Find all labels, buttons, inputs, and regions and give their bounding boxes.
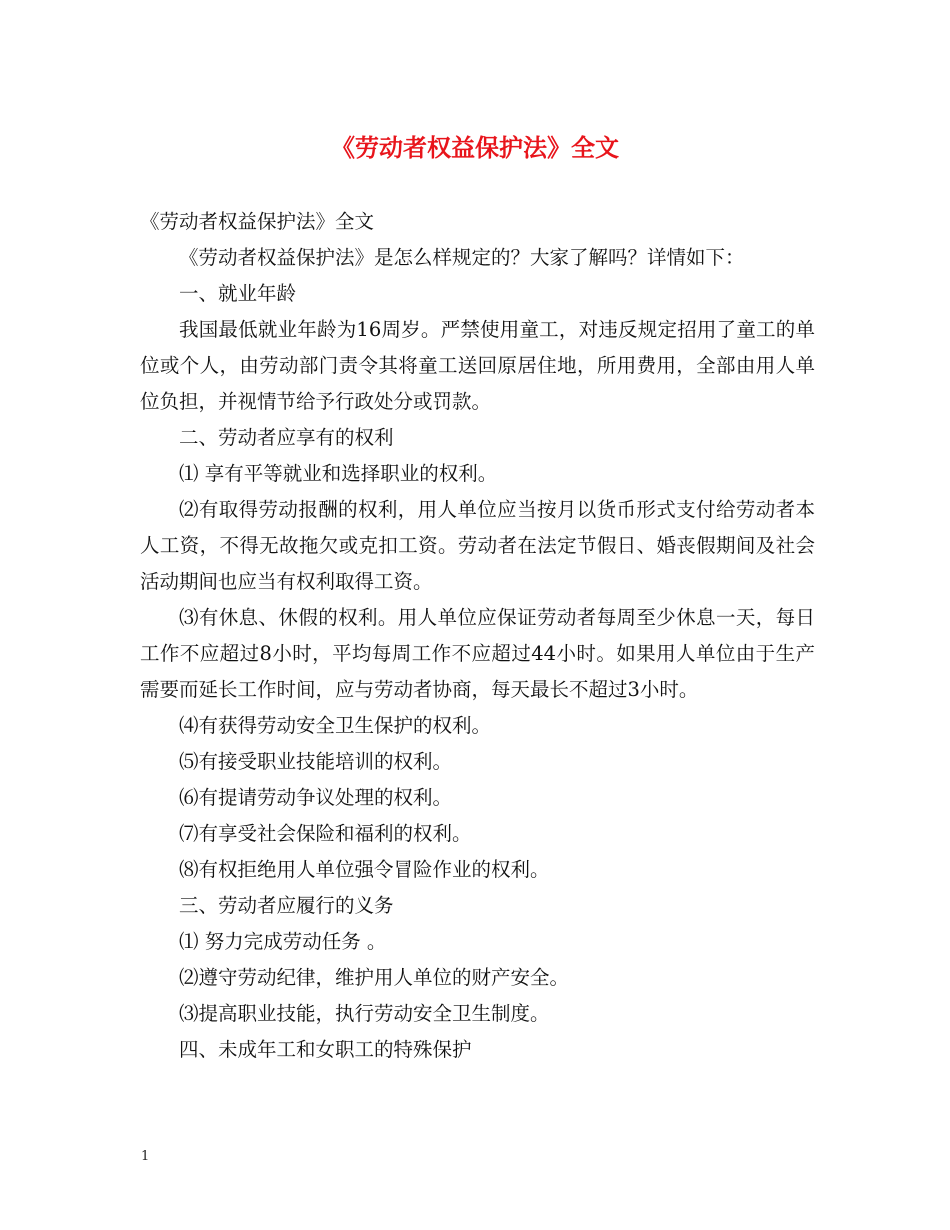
obligations-item-1: ⑴ 努力完成劳动任务 。: [179, 930, 387, 953]
rights-item-6: ⑹有提请劳动争议处理的权利。: [179, 786, 453, 809]
rights-item-2: ⑵有取得劳动报酬的权利，用人单位应当按月以货币形式支付给劳动者本人工资，不得无故拖欠或克扣工资。劳动者在法定节假日、婚丧假期间及社会活动期间也应当有权利取得工资。: [140, 498, 815, 593]
page-number: 1: [141, 1149, 150, 1164]
rights-item-7: ⑺有享受社会保险和福利的权利。: [179, 822, 472, 845]
document-title: 《劳动者权益保护法》全文: [331, 133, 619, 162]
rights-item-1: ⑴ 享有平等就业和选择职业的权利。: [179, 462, 498, 485]
paragraph-employment-age: 我国最低就业年龄为16周岁。严禁使用童工，对违反规定招用了童工的单位或个人，由劳动部门责令其将童工送回原居住地，所用费用，全部由用人单位负担，并视情节给予行政处分或罚款。: [140, 318, 815, 413]
rights-item-8: ⑻有权拒绝用人单位强令冒险作业的权利。: [179, 858, 550, 881]
section-heading-obligations: 三、劳动者应履行的义务: [179, 894, 394, 917]
paragraph-heading: 《劳动者权益保护法》全文: [140, 210, 375, 233]
section-heading-rights: 二、劳动者应享有的权利: [179, 426, 394, 449]
rights-item-4: ⑷有获得劳动安全卫生保护的权利。: [179, 714, 492, 737]
section-heading-employment-age: 一、就业年龄: [179, 282, 297, 305]
obligations-item-3: ⑶提高职业技能，执行劳动安全卫生制度。: [179, 1002, 550, 1025]
rights-item-3: ⑶有休息、休假的权利。用人单位应保证劳动者每周至少休息一天，每日工作不应超过8小时，平均每周工作不应超过44小时。如果用人单位由于生产需要而延长工作时间，应与劳动者协商，每天最长不超过3小时。: [140, 606, 815, 701]
paragraph-intro: 《劳动者权益保护法》是怎么样规定的？大家了解吗？详情如下：: [179, 246, 745, 269]
rights-item-5: ⑸有接受职业技能培训的权利。: [179, 750, 453, 773]
obligations-item-2: ⑵遵守劳动纪律，维护用人单位的财产安全。: [179, 966, 570, 989]
document-body: [140, 204, 815, 1068]
section-heading-special-protection: 四、未成年工和女职工的特殊保护: [179, 1038, 472, 1061]
